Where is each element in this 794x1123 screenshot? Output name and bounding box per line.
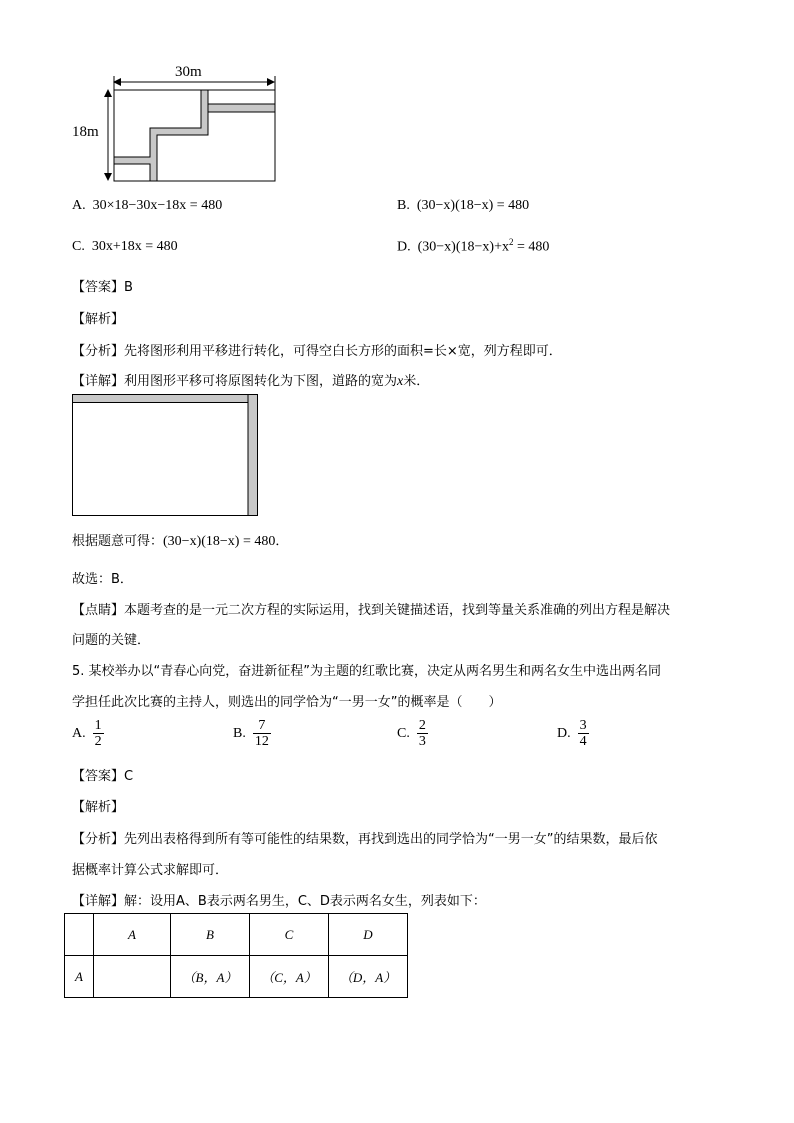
table-header-a: A: [94, 914, 171, 956]
q5-answer: 【答案】C: [72, 769, 134, 784]
q4-xiangjie: 【详解】利用图形平移可将原图转化为下图，道路的宽为x米．: [72, 374, 430, 389]
transformed-field-diagram: [72, 394, 260, 518]
q4-option-b: B. (30−x)(18−x) = 480: [397, 198, 530, 213]
q5-stem-1: 5. 某校举办以“青春心向党，奋进新征程”为主题的红歌比赛，决定从两名男生和两名女生中选出两名同: [72, 664, 662, 679]
outcome-table: [64, 913, 408, 998]
height-label: 18m: [72, 124, 99, 140]
q4-fenxi: 【分析】先将图形利用平移进行转化，可得空白长方形的面积=长×宽，列方程即可．: [72, 344, 562, 359]
q5-option-c: C. $\frac{2}{3}$: [397, 718, 426, 750]
q4-equation: 根据题意可得：(30−x)(18−x) = 480．: [72, 534, 289, 549]
table-header-c: C: [250, 914, 329, 956]
q4-answer: 【答案】B: [72, 280, 133, 295]
table-cell: （B，A）: [171, 956, 250, 998]
q4-dianjing-cont: 问题的关键．: [72, 633, 151, 648]
table-cell: （C，A）: [250, 956, 329, 998]
q5-option-d: D. $\frac{3}{4}$: [557, 718, 587, 750]
table-header-d: D: [329, 914, 408, 956]
table-row: [65, 956, 408, 998]
q4-choose: 故选：B．: [72, 572, 133, 587]
table-row-header: A: [65, 956, 94, 998]
q4-analysis-tag: 【解析】: [72, 312, 125, 327]
table-cell: （D，A）: [329, 956, 408, 998]
q4-option-c: C. 30x+18x = 480: [72, 239, 178, 254]
q5-xiangjie: 【详解】解：设用A、B表示两名男生，C、D表示两名女生，列表如下：: [72, 894, 486, 909]
q4-option-a: A. 30×18−30x−18x = 480: [72, 198, 223, 213]
width-label: 30m: [175, 64, 202, 80]
q5-fenxi: 【分析】先列出表格得到所有等可能性的结果数，再找到选出的同学恰为“一男一女”的结果数，最后依: [72, 832, 658, 847]
q5-option-a: A. $\frac{1}{2}$: [72, 718, 102, 750]
table-header-b: B: [171, 914, 250, 956]
q5-analysis-tag: 【解析】: [72, 800, 125, 815]
q4-dianjing: 【点睛】本题考查的是一元二次方程的实际运用，找到关键描述语，找到等量关系准确的列出方程是解决: [72, 603, 671, 618]
table-cell: [65, 914, 94, 956]
q5-stem-2: 学担任此次比赛的主持人，则选出的同学恰为“一男一女”的概率是（ ）: [72, 695, 502, 710]
table-header-row: [65, 914, 408, 956]
table-cell: [94, 956, 171, 998]
q4-option-d: D. $(30-x)(18-x)+x^2 = 480$: [397, 237, 550, 255]
q5-fenxi-cont: 据概率计算公式求解即可．: [72, 863, 229, 878]
q5-option-b: B. $\frac{7}{12}$: [233, 718, 269, 750]
